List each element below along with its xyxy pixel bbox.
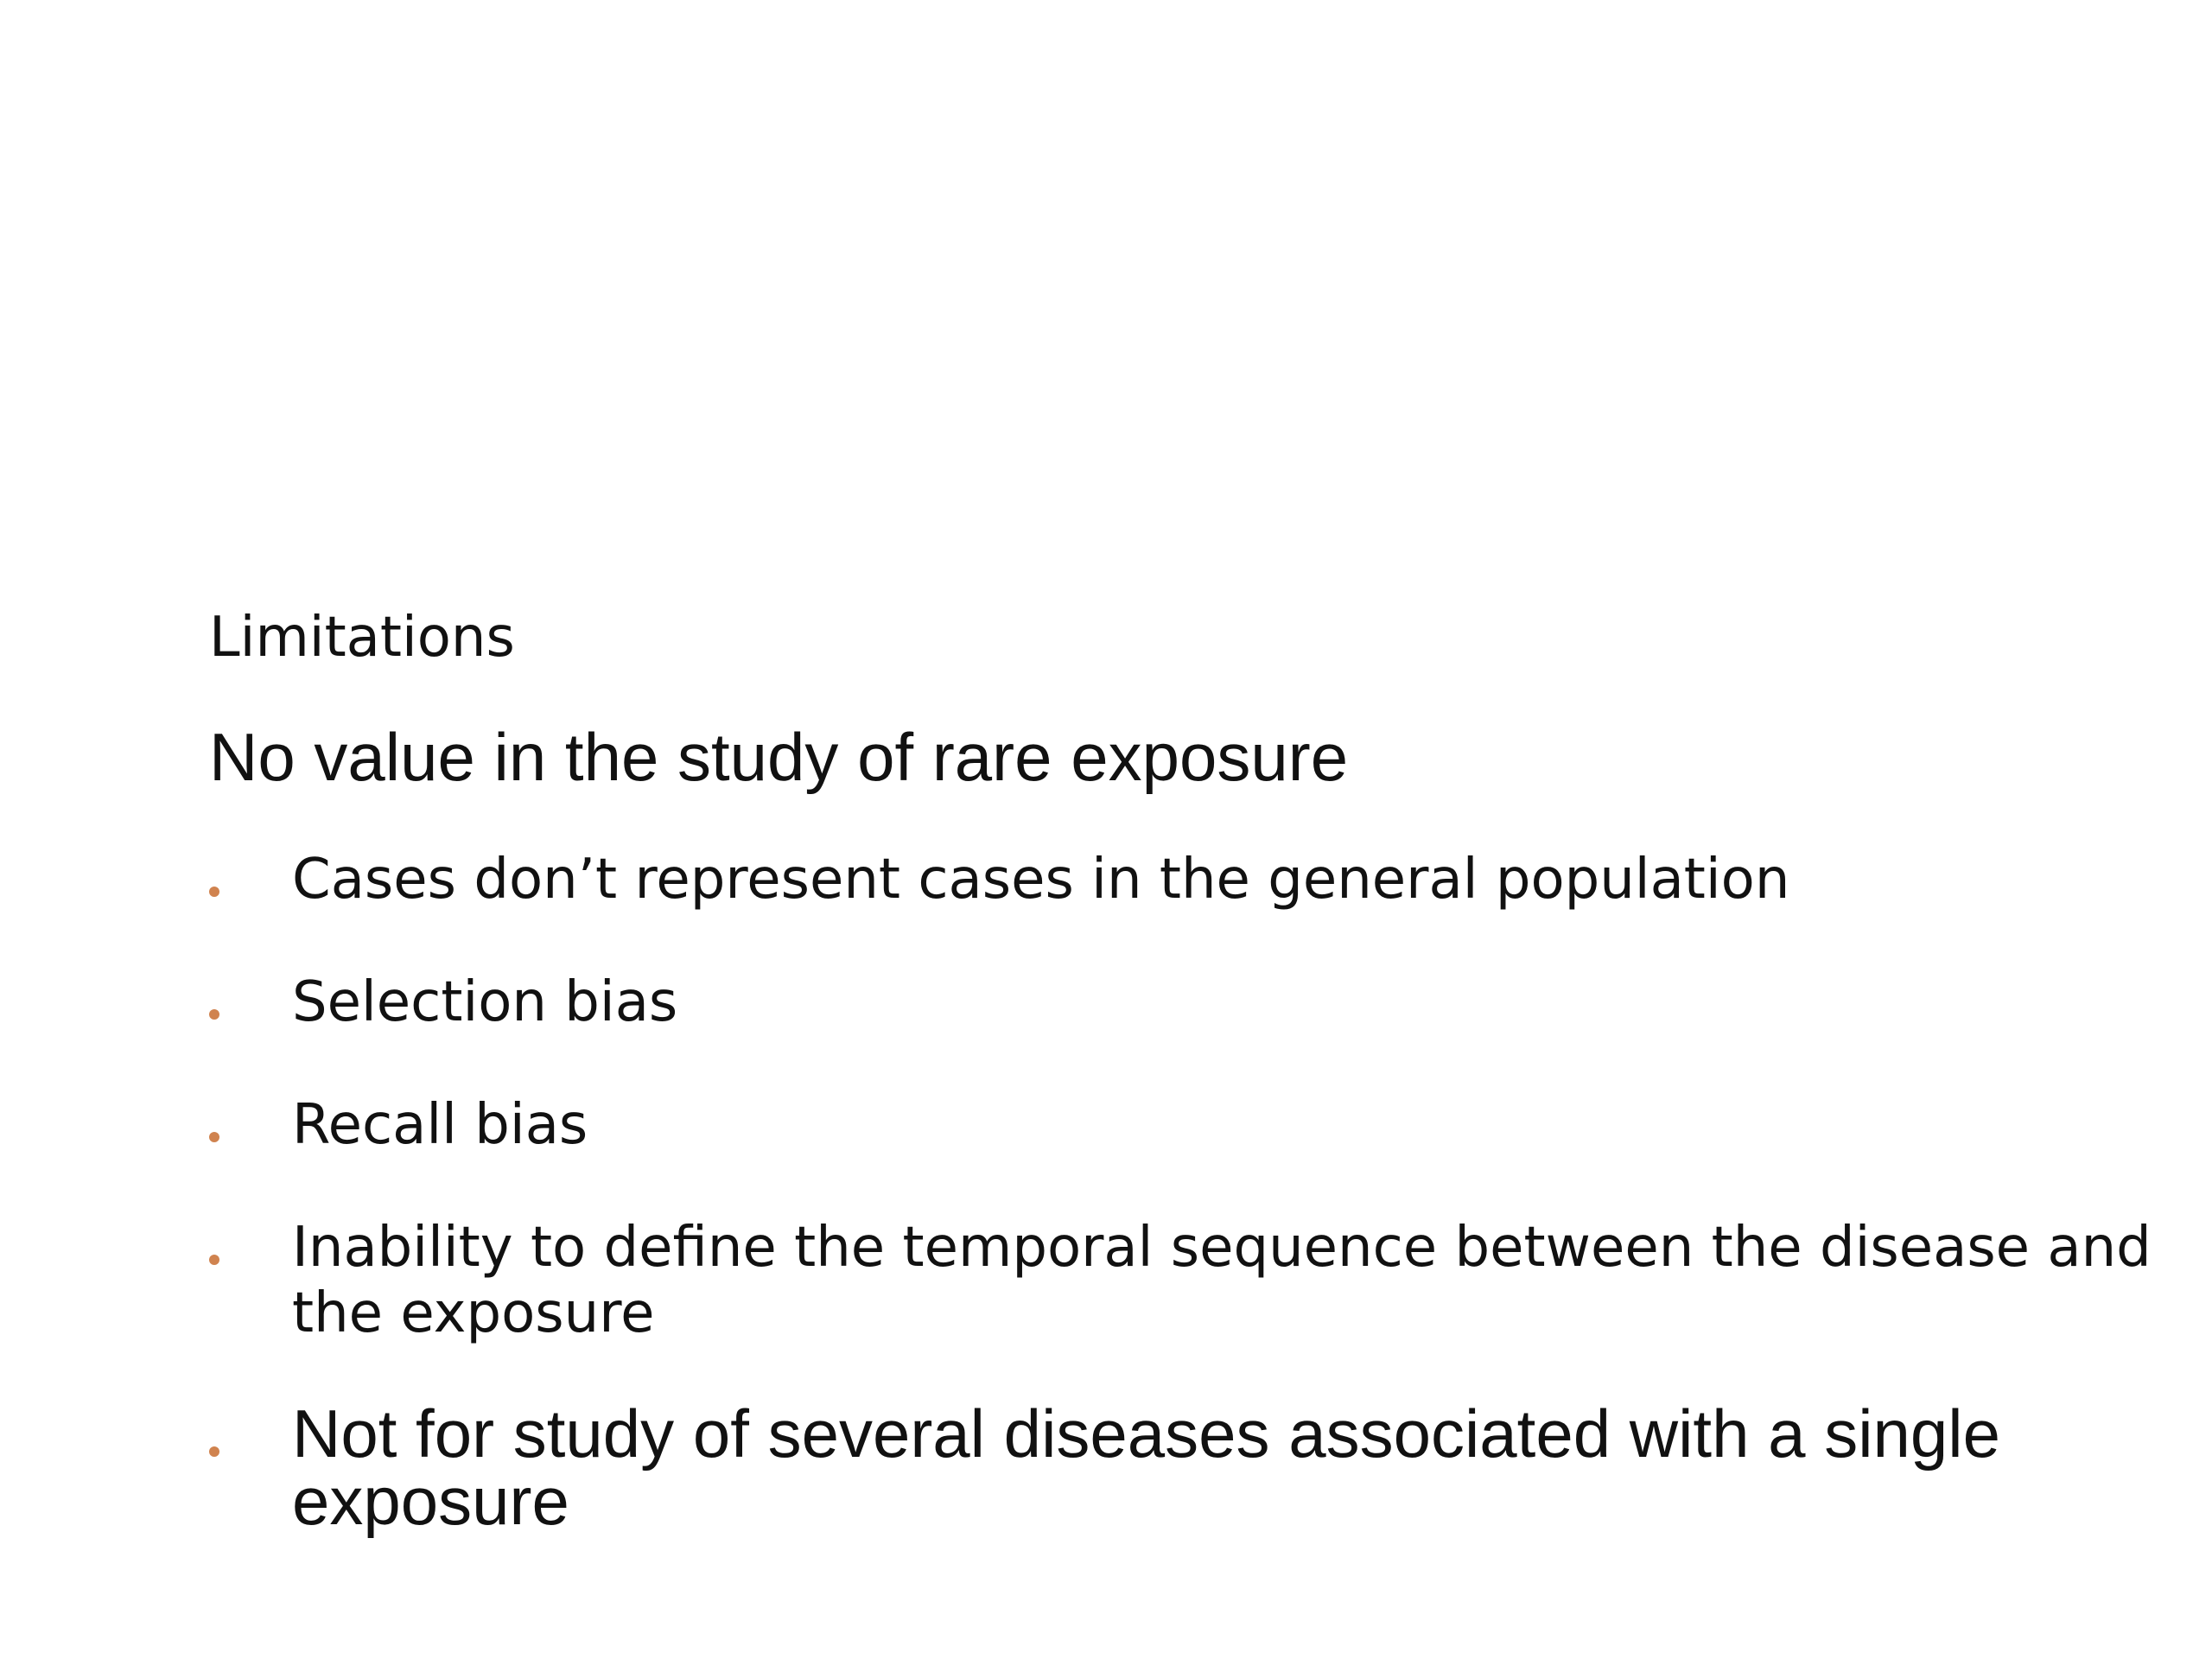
bullet-text: Cases don’t represent cases in the general population <box>292 848 1790 912</box>
bullet-item <box>209 1215 2152 1353</box>
bullet-dot-icon <box>209 1446 219 1457</box>
lead-statement: No value in the study of rare exposure <box>209 719 1349 795</box>
bullet-dot-icon <box>209 1132 219 1142</box>
bullet-item <box>209 969 2145 1047</box>
bullet-text: Recall bias <box>292 1093 588 1157</box>
slide-heading: Limitations <box>209 606 515 670</box>
bullet-text: Inability to define the temporal sequence between the disease and the exposure <box>292 1216 2152 1345</box>
bullet-dot-icon <box>209 1009 219 1020</box>
bullet-dot-icon <box>209 1255 219 1265</box>
bullet-text: Not for study of several diseases associated with a single exposure <box>292 1395 2001 1539</box>
bullet-text: Selection bias <box>292 970 678 1034</box>
bullet-dot-icon <box>209 887 219 897</box>
bullet-item <box>209 1092 2145 1170</box>
bullet-item <box>209 847 2145 925</box>
bullet-item <box>209 1395 2145 1547</box>
